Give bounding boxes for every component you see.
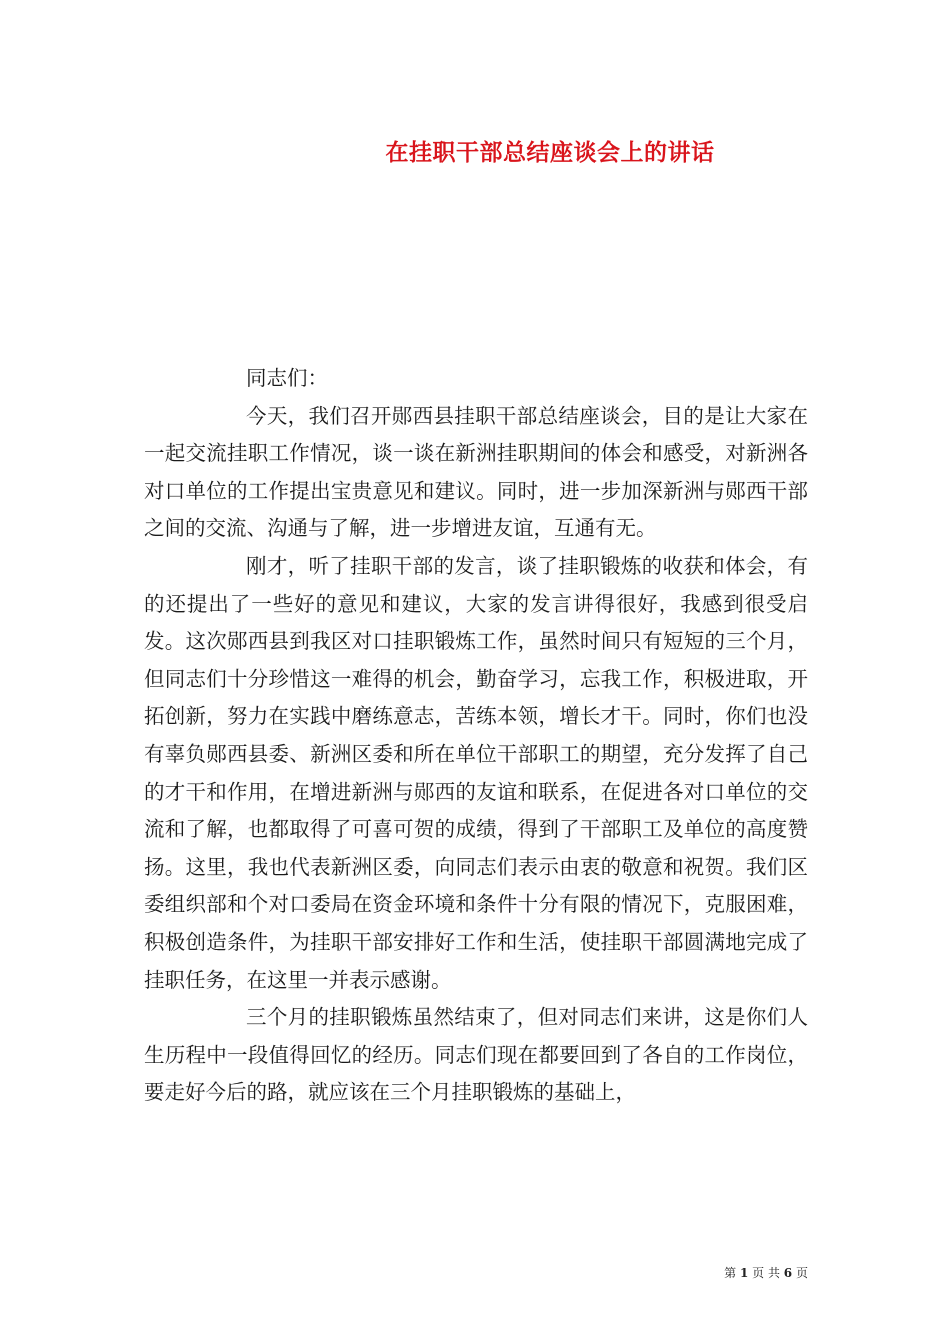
document-title: 在挂职干部总结座谈会上的讲话 (385, 139, 715, 166)
paragraph-3: 三个月的挂职锻炼虽然结束了，但对同志们来讲，这是你们人生历程中一段值得回忆的经历。同志们现在都要回到了各自的工作岗位，要走好今后的路，就应该在三个月挂职锻炼的基础上， (144, 1005, 808, 1105)
footer-prefix: 第 (724, 1266, 737, 1280)
footer-suffix: 页 (795, 1266, 808, 1280)
greeting: 同志们： (246, 366, 328, 390)
page-footer (0, 1264, 808, 1281)
footer-middle: 页 共 (752, 1266, 780, 1280)
footer-total-pages: 6 (783, 1266, 793, 1280)
paragraph-1: 今天，我们召开郧西县挂职干部总结座谈会，目的是让大家在一起交流挂职工作情况，谈一谈在新洲挂职期间的体会和感受，对新洲各对口单位的工作提出宝贵意见和建议。同时，进一步加深新洲与郧西干部之间的交流、沟通与了解，进一步增进友谊，互通有无。 (144, 403, 808, 541)
document-body (144, 360, 808, 1112)
footer-page-number: 1 (739, 1266, 749, 1280)
paragraph-2: 刚才，听了挂职干部的发言，谈了挂职锻炼的收获和体会，有的还提出了一些好的意见和建议，大家的发言讲得很好，我感到很受启发。这次郧西县到我区对口挂职锻炼工作，虽然时间只有短短的三个月，但同志们十分珍惜这一难得的机会，勤奋学习，忘我工作，积极进取，开拓创新，努力在实践中磨练意志，苦练本领，增长才干。同时，你们也没有辜负郧西县委、新洲区委和所在单位干部职工的期望，充分发挥了自己的才干和作用，在增进新洲与郧西的友谊和联系，在促进各对口单位的交流和了解，也都取得了可喜可贺的成绩，得到了干部职工及单位的高度赞扬。这里，我也代表新洲区委，向同志们表示由衷的敬意和祝贺。我们区委组织部和个对口委局在资金环境和条件十分有限的情况下，克服困难，积极创造条件，为挂职干部安排好工作和生活，使挂职干部圆满地完成了挂职任务，在这里一并表示感谢。 (144, 553, 808, 992)
